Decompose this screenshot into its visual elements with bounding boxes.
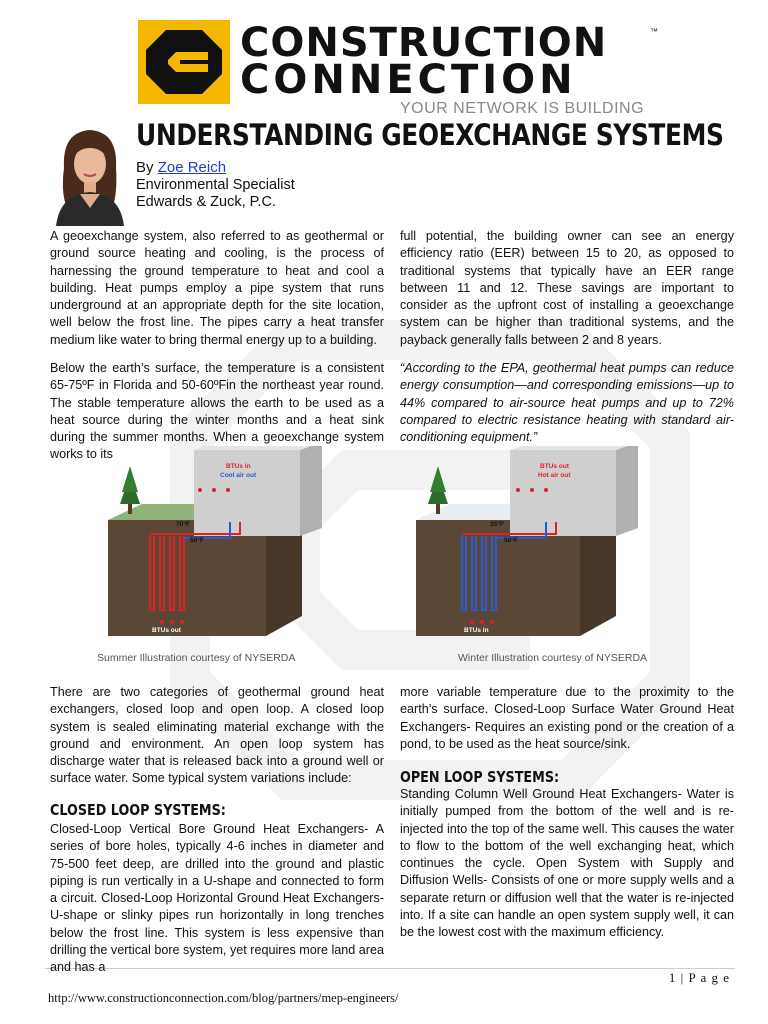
open-loop-heading: OPEN LOOP SYSTEMS: [400,768,560,786]
summer-illustration [90,446,390,652]
winter-air-temp: 35°F [490,521,504,528]
byline-prefix: By [136,159,158,176]
paragraph-open-loop: Standing Column Well Ground Heat Exchangers- Water is initially pumped from the bottom of the well and is re-injected into the top of the same well. This causes the water to flow to the bottom of the well exchanging heat, which continues the cycle. Open System with Supply and Diffusion Wells- Consists of one or more supply wells and a separate return or diffusion well that the water is re-injected into. If a site can handle an open system supply well, it can be the lowest cost with the maximum efficiency. [400,787,734,940]
paragraph-temperature: Below the earth’s surface, the temperature is a consistent 65-75ºF in Florida and 50-60ºFin the northeast year round. The stable temperature allows the earth to be used as a heat source during the winter months and a heat sink during the summer months. When a geoexchange system works to its [50,361,384,462]
brand-tagline: YOUR NETWORK IS BUILDING [400,100,645,117]
summer-caption: Summer Illustration courtesy of NYSERDA [97,652,296,664]
epa-quote: “According to the EPA, geothermal heat pumps can reduce energy consumption—and corresponding emissions—up to 44% compared to air-source heat pumps and up to 72% compared to electric resistance heating with standard air-conditioning equipment.” [400,361,734,445]
summer-building-label-2: Cool air out [220,472,257,479]
author-role: Environmental Specialist [136,177,295,193]
byline [136,159,226,176]
brand-name-line1: CONSTRUCTION [240,20,608,66]
article-title: UNDERSTANDING GEOEXCHANGE SYSTEMS [136,118,724,152]
summer-building-label-1: BTUs in [226,463,251,470]
winter-ground-label: BTUs in [464,627,489,634]
winter-building-label-2: Hot air out [538,472,571,479]
winter-illustration [410,446,710,652]
paragraph-efficiency: full potential, the building owner can see an energy efficiency ratio (EER) between 15 to 20, as opposed to traditional systems that typically have an EER range between 11 and 12. These savings are important to consider as the upfront cost of installing a geoexchange system can be higher than traditional systems, and the payback generally falls between 2 and 8 years. [400,229,734,347]
trademark-mark: ™ [650,27,658,36]
summer-ground-temp: 50°F [190,537,204,544]
author-link[interactable]: Zoe Reich [157,159,227,176]
winter-caption: Winter Illustration courtesy of NYSERDA [458,652,648,664]
summer-air-temp: 70°F [176,521,190,528]
paragraph-categories: There are two categories of geothermal ground heat exchangers, closed loop and open loop. A closed loop system is sealed eliminating material exchange with the ground and environment. An open loop system has discharge water that is released back into a ground well or surface water. Some typical system variations include: [50,685,384,786]
author-photo [50,122,128,226]
closed-loop-heading: CLOSED LOOP SYSTEMS: [50,801,226,819]
footer-url[interactable]: http://www.constructionconnection.com/blog/partners/mep-engineers/ [48,991,399,1005]
paragraph-intro: A geoexchange system, also referred to as geothermal or ground source heating and cooling, is the process of harnessing the ground temperature to heat and cool a building. Heat pumps employ a pipe system that runs underground at an appropriate depth for the site location, well below the frost line. The pipes carry a heat transfer medium like water to bring thermal energy up to a building. [50,229,384,347]
brand-name-line2: CONNECTION [240,57,577,103]
summer-ground-label: BTUs out [152,627,181,634]
paragraph-closed-loop: Closed-Loop Vertical Bore Ground Heat Exchangers- A series of bore holes, typically 4-6 inches in diameter and 75-500 feet deep, are drilled into the ground and plastic piping is run vertically in a U-shape and connected to form a circuit. Closed-Loop Horizontal Ground Heat Exchangers- U-shape or slinky pipes run horizontally in long trenches below the frost line. This system is less expensive than drilling the vertical bore system, yet requires more land area and has a [50,822,384,975]
author-org: Edwards & Zuck, P.C. [136,194,276,210]
page-number: 1 | P a g e [668,970,730,985]
paragraph-surface-water: more variable temperature due to the proximity to the earth’s surface. Closed-Loop Surface Water Ground Heat Exchangers- Requires an existing pond or the creation of a pond, to be used as the heat source/sink. [400,685,734,751]
winter-ground-temp: 50°F [504,537,518,544]
winter-building-label-1: BTUs out [540,463,569,470]
construction-connection-logo-icon [138,20,230,104]
